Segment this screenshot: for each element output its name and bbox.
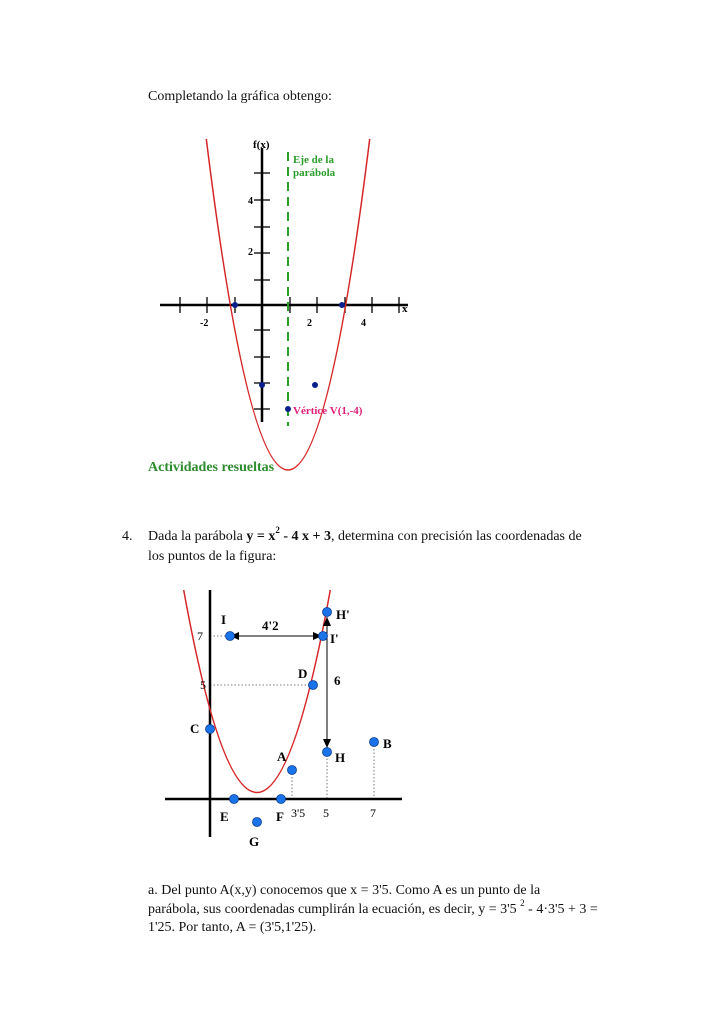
question-text-a: Dada la parábola <box>148 529 247 544</box>
label-C: C <box>190 721 200 736</box>
point-F <box>277 795 286 804</box>
label-I: I <box>221 612 227 627</box>
label-dist-horizontal: 4'2 <box>262 618 279 633</box>
label-I-prime: I' <box>330 631 339 646</box>
x-tick-label-2: 2 <box>307 318 312 329</box>
point-vertex <box>285 406 291 412</box>
point-symmetric <box>312 382 318 388</box>
x-tick-label-5: 5 <box>323 806 329 820</box>
answer-line-3: 1'25. Por tanto, A = (3'5,1'25). <box>148 920 317 935</box>
label-A: A <box>277 749 287 764</box>
vertex-label: Vértice V(1,-4) <box>293 405 363 417</box>
parabola-points-graph <box>150 585 420 855</box>
label-dist-vertical: 6 <box>334 673 341 688</box>
intro-text: Completando la gráfica obtengo: <box>148 89 332 104</box>
y-tick-label-4: 4 <box>248 196 253 207</box>
section-title: Actividades resueltas <box>148 460 275 475</box>
question-line-2: los puntos de la figura: <box>148 549 277 564</box>
parabola-vertex-graph <box>140 130 440 460</box>
x-axis-label: x <box>402 303 408 315</box>
label-H: H <box>335 750 346 765</box>
y-axis-label: f(x) <box>253 139 270 151</box>
label-B: B <box>383 736 392 751</box>
point-H <box>323 748 332 757</box>
x-tick-label-neg2: -2 <box>200 318 209 329</box>
answer-paragraph <box>148 882 628 938</box>
point-A <box>288 766 297 775</box>
question-text-b: , determina con precisión las coordenadas de <box>330 529 582 544</box>
point-I <box>226 632 235 641</box>
y-tick-label-7: 7 <box>197 629 203 643</box>
question-number: 4. <box>122 529 133 544</box>
label-E: E <box>220 809 229 824</box>
label-G: G <box>249 834 260 849</box>
axis-annotation-line1: Eje de la <box>293 154 334 166</box>
label-D: D <box>298 666 308 681</box>
point-y-intercept <box>259 382 265 388</box>
point-root-left <box>232 302 238 308</box>
y-tick-label-5: 5 <box>200 678 206 692</box>
x-tick-label-7: 7 <box>370 806 376 820</box>
label-F: F <box>276 809 284 824</box>
question-equation: $y = x^2 - 4$ x + 3 <box>246 525 331 544</box>
graph2-points <box>206 608 379 827</box>
x-tick-label-4: 4 <box>361 318 366 329</box>
label-H-prime: H' <box>336 607 350 622</box>
y-tick-label-2: 2 <box>248 247 253 258</box>
answer-line-2: parábola, sus coordenadas cumplirán la ecuación, es decir, y = 3'5 $^2$ - 4·3'5 + 3 = <box>148 897 598 917</box>
point-G <box>253 818 262 827</box>
point-root-right <box>339 302 345 308</box>
point-I-prime <box>319 632 328 641</box>
point-B <box>370 738 379 747</box>
point-E <box>230 795 239 804</box>
question-line-1 <box>148 525 582 546</box>
axis-annotation-line2: parábola <box>293 167 336 179</box>
point-H-prime <box>323 608 332 617</box>
point-D <box>309 681 318 690</box>
x-tick-label-3-5: 3'5 <box>291 806 306 820</box>
point-C <box>206 725 215 734</box>
answer-line-1: a. Del punto A(x,y) conocemos que x = 3'5. Como A es un punto de la <box>148 883 541 898</box>
